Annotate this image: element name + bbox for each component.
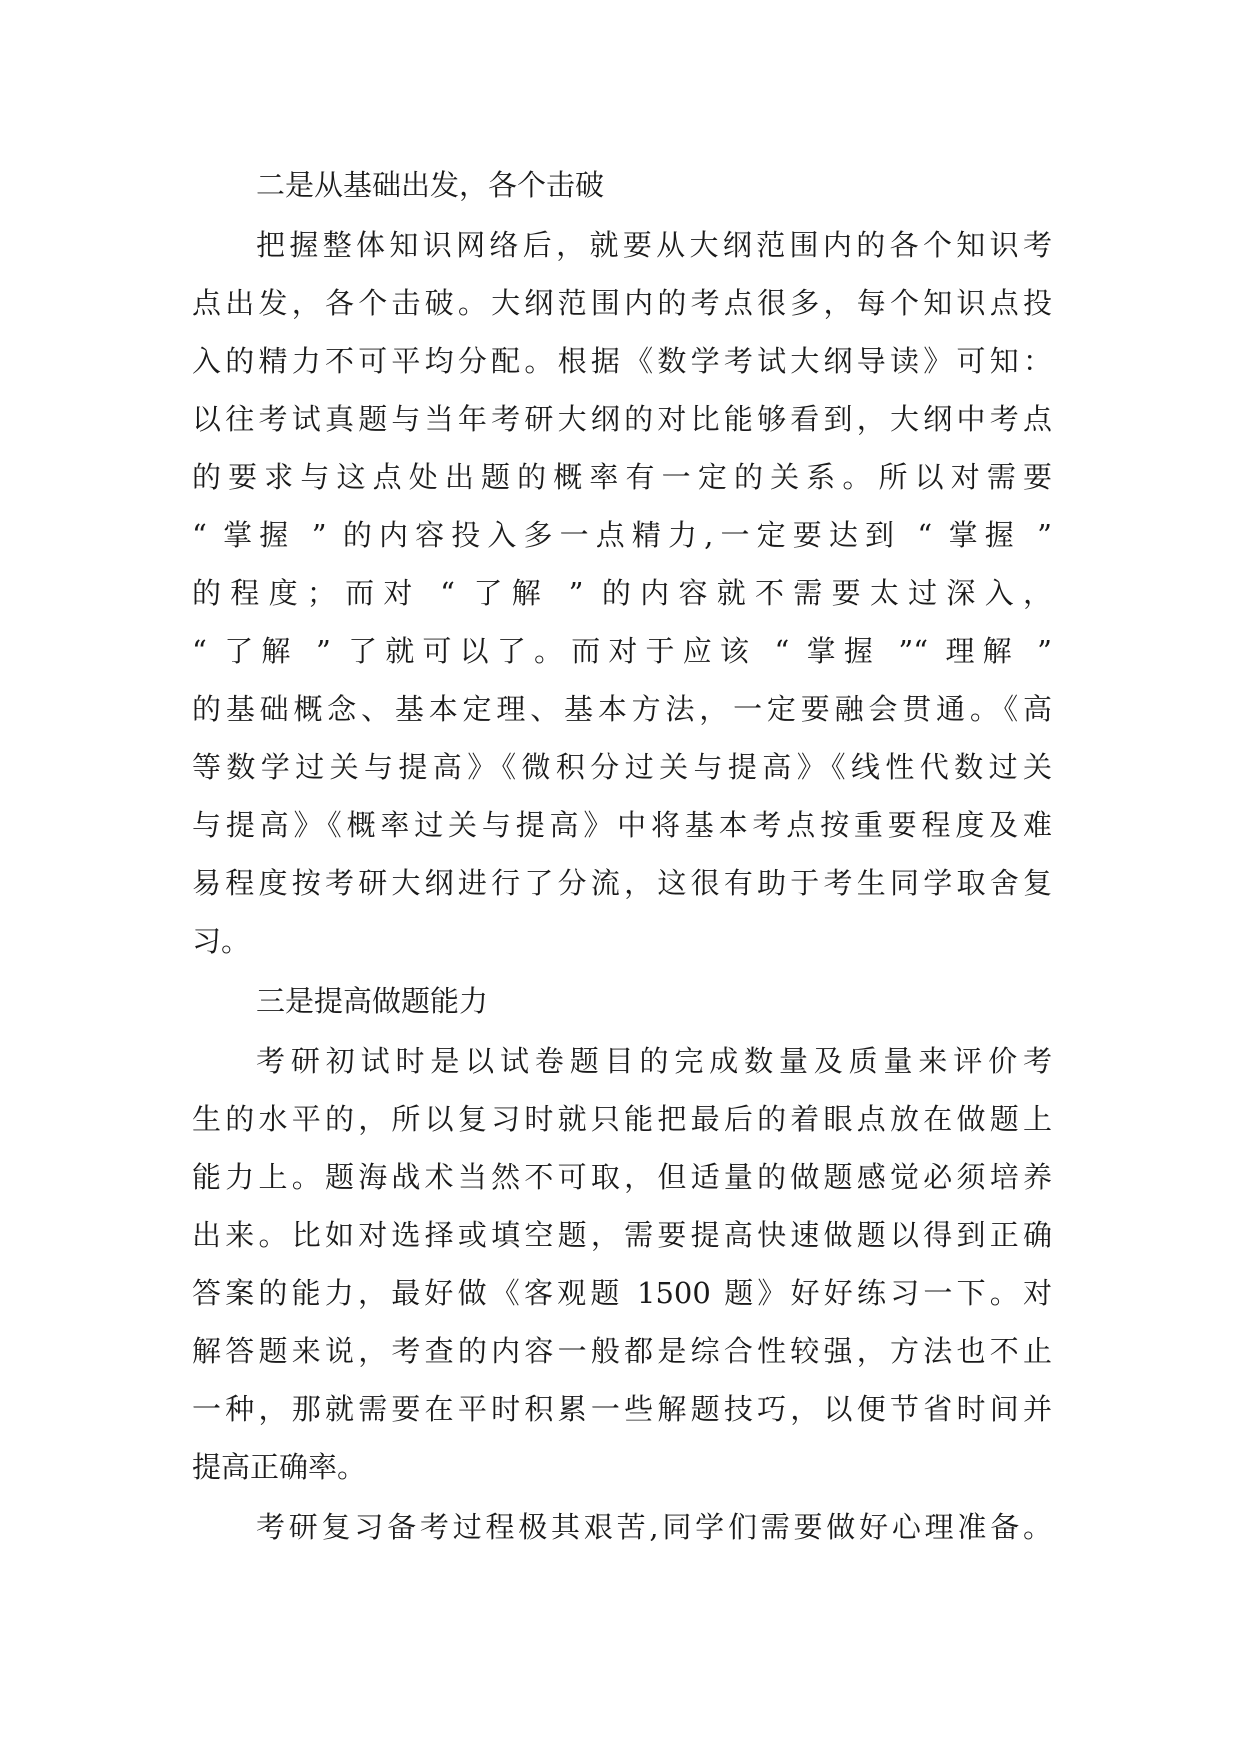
paragraph-line: 解答题来说，考查的内容一般都是综合性较强，方法也不止 — [192, 1334, 1052, 1368]
paragraph-line: 提高正确率。 — [192, 1450, 367, 1484]
paragraph-line: “ 掌握 ” 的内容投入多一点精力,一定要达到 “ 掌握 ” — [192, 518, 1052, 552]
paragraph-line: 的程度；而对 “ 了解 ” 的内容就不需要太过深入， — [192, 576, 1052, 610]
paragraph-line: 能力上。题海战术当然不可取，但适量的做题感觉必须培养 — [192, 1160, 1052, 1194]
paragraph-line: 习。 — [192, 924, 251, 958]
paragraph-line: 入的精力不可平均分配。根据《数学考试大纲导读》可知： — [192, 344, 1052, 378]
closing-paragraph: 考研复习备考过程极其艰苦,同学们需要做好心理准备。 — [256, 1510, 1052, 1544]
paragraph-line: 点出发，各个击破。大纲范围内的考点很多，每个知识点投 — [192, 286, 1052, 320]
paragraph-line: 以往考试真题与当年考研大纲的对比能够看到，大纲中考点 — [192, 402, 1052, 436]
paragraph-line: 的要求与这点处出题的概率有一定的关系。所以对需要 — [192, 460, 1052, 494]
paragraph-line: 易程度按考研大纲进行了分流，这很有助于考生同学取舍复 — [192, 866, 1052, 900]
paragraph-line: 考研初试时是以试卷题目的完成数量及质量来评价考 — [256, 1044, 1052, 1078]
paragraph-line: “ 了解 ” 了就可以了。而对于应该 “ 掌握 ”“ 理解 ” — [192, 634, 1052, 668]
paragraph-line: 答案的能力，最好做《客观题 1500 题》好好练习一下。对 — [192, 1276, 1052, 1310]
paragraph-line: 与提高》《概率过关与提高》中将基本考点按重要程度及难 — [192, 808, 1052, 842]
paragraph-line: 出来。比如对选择或填空题，需要提高快速做题以得到正确 — [192, 1218, 1052, 1252]
paragraph-line: 等数学过关与提高》《微积分过关与提高》《线性代数过关 — [192, 750, 1052, 784]
paragraph-line: 生的水平的，所以复习时就只能把最后的着眼点放在做题上 — [192, 1102, 1052, 1136]
paragraph-line: 一种，那就需要在平时积累一些解题技巧，以便节省时间并 — [192, 1392, 1052, 1426]
paragraph-line: 把握整体知识网络后，就要从大纲范围内的各个知识考 — [256, 228, 1052, 262]
paragraph-line: 的基础概念、基本定理、基本方法，一定要融会贯通。《高 — [192, 692, 1052, 726]
section-heading-2: 二是从基础出发，各个击破 — [256, 168, 605, 202]
section-heading-3: 三是提高做题能力 — [256, 984, 489, 1018]
